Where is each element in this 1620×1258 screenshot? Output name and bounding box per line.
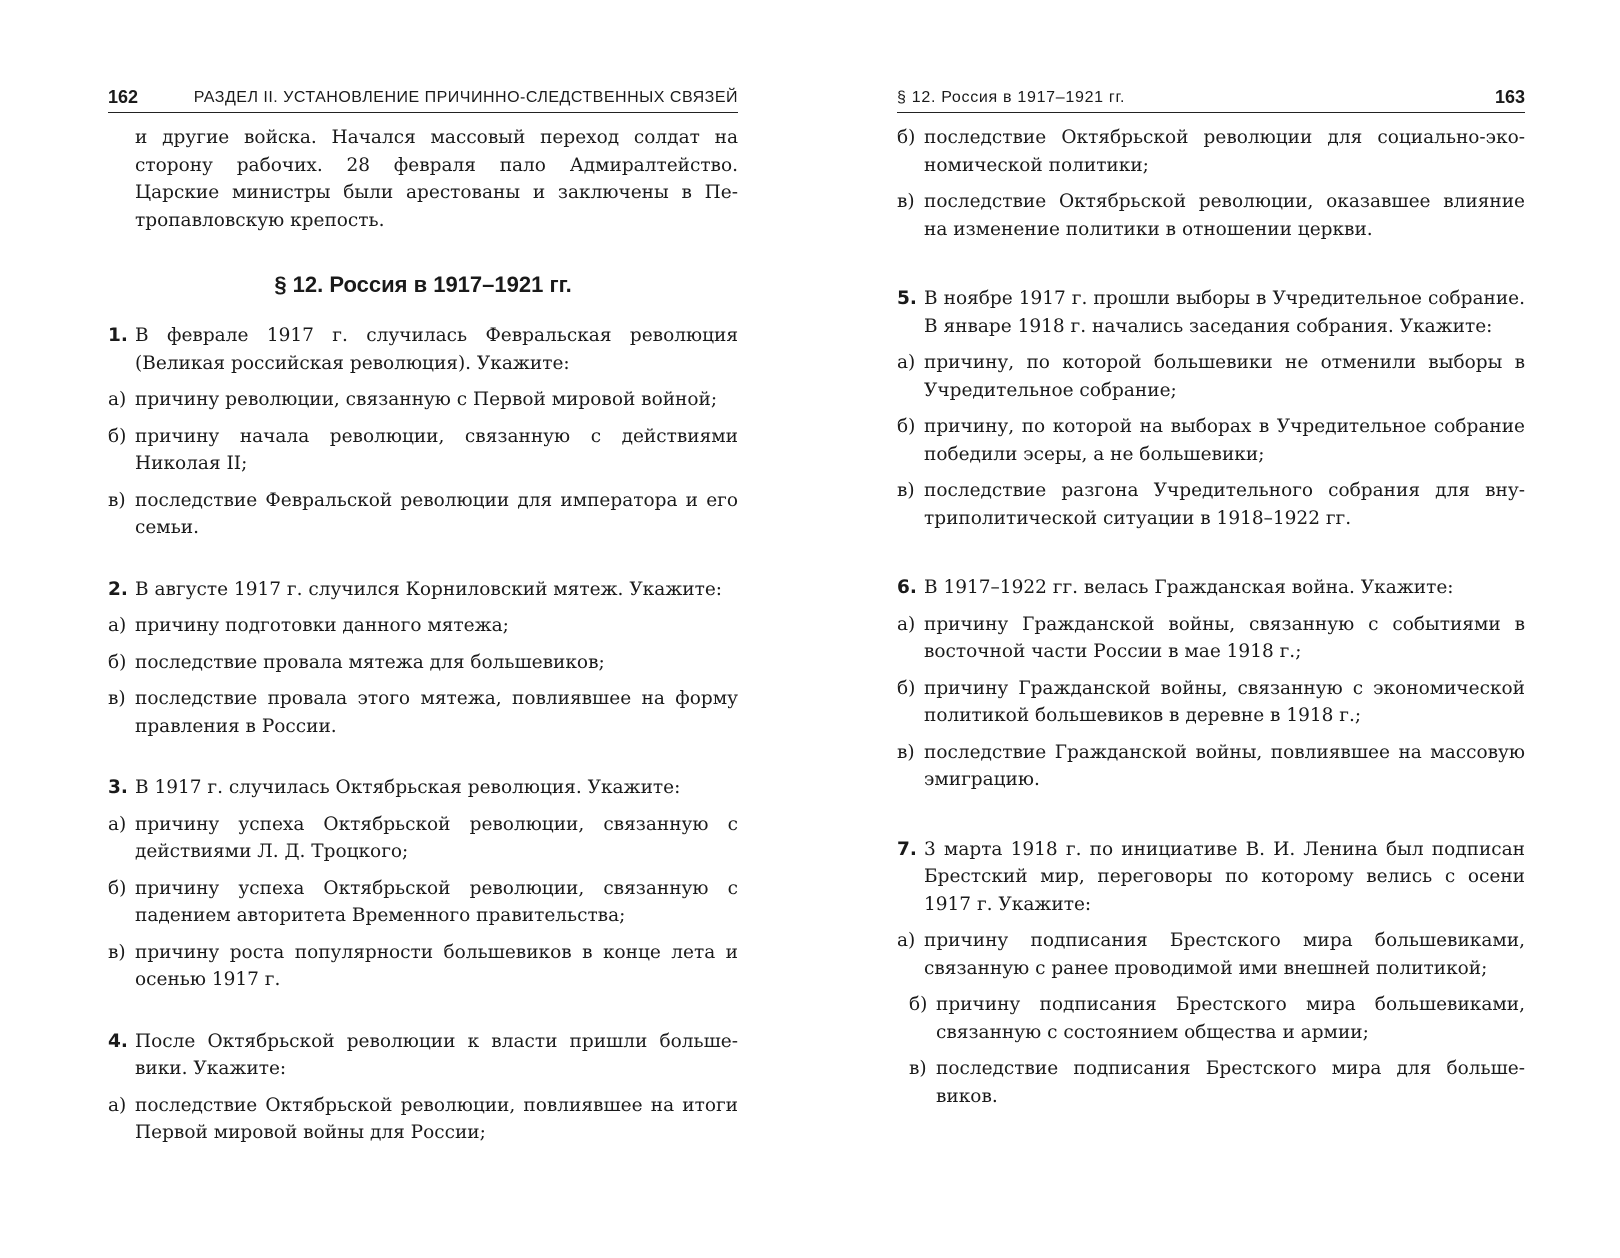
sub-item — [108, 875, 738, 930]
task-text: 3 марта 1918 г. по инициативе В. И. Ленина был подписан Брестский мир, переговоры по которому велись с осени 1917 г. Укажите: — [924, 838, 1525, 915]
sub-item-label: в) — [108, 688, 126, 709]
task-6 — [897, 574, 1525, 794]
sub-item-label: а) — [897, 930, 916, 951]
sub-item — [897, 611, 1525, 666]
task-text: В ноябре 1917 г. прошли выборы в Учредительное собрание. В январе 1918 г. начались заседания собрания. Укажите: — [924, 288, 1525, 337]
sub-item-text: последствие Февральской революции для императора и его семьи. — [135, 489, 738, 538]
task-stem — [897, 574, 1525, 602]
sub-item — [108, 811, 738, 866]
task-3 — [108, 774, 738, 994]
sub-item-label: в) — [108, 489, 126, 511]
task-stem — [897, 836, 1525, 919]
sub-item-label: а) — [108, 813, 127, 835]
sub-item — [108, 1092, 738, 1147]
sub-item-text: последствие Октябрьской революции, повлиявшее на итоги Первой мировой войны для России; — [135, 1094, 738, 1143]
task-number: 7. — [897, 838, 917, 860]
sub-item-text: последствие провала мятежа для большевиков; — [135, 651, 605, 673]
running-title: РАЗДЕЛ II. УСТАНОВЛЕНИЕ ПРИЧИННО-СЛЕДСТВЕННЫХ СВЯЗЕЙ — [193, 89, 738, 106]
task-1 — [108, 322, 738, 542]
sub-item-label: а) — [108, 1094, 127, 1116]
sub-item-text: причину, по которой большевики не отменили выборы в Учредительное собрание; — [924, 352, 1525, 401]
sub-item — [897, 188, 1525, 243]
task-text: После Октябрьской революции к власти пришли большевики. Укажите: — [135, 1030, 738, 1079]
task-text: В 1917–1922 гг. велась Гражданская война. Укажите: — [924, 577, 1454, 598]
task-4 — [108, 1028, 738, 1147]
task-4-continued — [897, 124, 1525, 243]
sub-item-label: б) — [897, 677, 916, 699]
sub-item-label: б) — [909, 994, 928, 1015]
sub-item-label: в) — [909, 1058, 927, 1079]
sub-item-label: б) — [108, 877, 127, 899]
sub-item — [108, 386, 738, 414]
sub-item-label: б) — [897, 127, 916, 148]
page-number: 163 — [1494, 87, 1525, 107]
task-number: 5. — [897, 288, 917, 309]
sub-item-text: последствие Октябрьской революции для социально-экономической политики; — [924, 127, 1525, 176]
sub-item — [897, 927, 1525, 982]
sub-item — [108, 423, 738, 478]
sub-item — [897, 675, 1525, 730]
sub-item — [897, 991, 1525, 1046]
task-5 — [897, 285, 1525, 532]
sub-item-text: последствие Гражданской войны, повлиявшее на массовую эмиграцию. — [924, 741, 1525, 790]
task-7 — [897, 836, 1525, 1111]
sub-item-label: в) — [108, 941, 126, 963]
sub-item — [108, 649, 738, 677]
sub-item-text: последствие подписания Брестского мира для большевиков. — [936, 1058, 1525, 1107]
sub-item-label: в) — [897, 480, 915, 501]
task-text: В феврале 1917 г. случилась Февральская революция (Великая российская революция). Укажите: — [135, 325, 738, 374]
sub-item-text: причину Гражданской войны, связанную с экономической политикой большевиков в деревне в 1918 г.; — [924, 677, 1525, 726]
task-stem — [108, 322, 738, 377]
sub-item-text: причину успеха Октябрьской революции, связанную с падением авторитета Временного правительства; — [135, 877, 738, 926]
sub-item-label: а) — [897, 613, 916, 635]
running-title: § 12. Россия в 1917–1921 гг. — [897, 89, 1126, 106]
task-text: В августе 1917 г. случился Корниловский мятеж. Укажите: — [135, 578, 723, 600]
intro-paragraph: и другие войска. Начался массовый переход солдат на сторону рабочих. 28 февраля пало Адмиралтейство. Царские министры были арестованы и заключены в Петропавловскую крепость. — [135, 127, 738, 231]
task-number: 6. — [897, 577, 917, 598]
left-running-head — [108, 82, 738, 113]
sub-item-text: причину подписания Брестского мира большевиками, связанную с состоянием общества и армии; — [936, 994, 1525, 1043]
sub-item — [897, 739, 1525, 794]
sub-item — [108, 939, 738, 994]
sub-item — [897, 413, 1525, 468]
task-stem — [897, 285, 1525, 340]
task-number: 4. — [108, 1030, 128, 1052]
sub-item-label: а) — [897, 352, 916, 373]
left-body — [108, 124, 738, 1181]
sub-item-text: причину начала революции, связанную с действиями Николая II; — [135, 425, 738, 474]
sub-item — [108, 685, 738, 740]
sub-item — [897, 124, 1525, 179]
task-stem — [108, 1028, 738, 1083]
page-number: 162 — [108, 87, 139, 107]
task-stem — [108, 774, 738, 802]
sub-item-label: а) — [108, 389, 127, 410]
task-number: 1. — [108, 325, 128, 346]
sub-item — [108, 487, 738, 542]
right-page — [897, 0, 1525, 1258]
sub-item-text: последствие провала этого мятежа, повлиявшее на форму правления в России. — [135, 688, 738, 737]
sub-item-text: последствие разгона Учредительного собрания для внутриполитической ситуации в 1918–1922 гг. — [924, 480, 1525, 529]
left-page — [108, 0, 738, 1258]
sub-item-label: б) — [108, 651, 127, 673]
sub-item-text: причину роста популярности большевиков в конце лета и осенью 1917 г. — [135, 941, 738, 990]
sub-item — [897, 477, 1525, 532]
sub-item-text: последствие Октябрьской революции, оказавшее влияние на изменение политики в отношении церкви. — [924, 191, 1525, 240]
task-2 — [108, 576, 738, 741]
right-running-head — [897, 82, 1525, 113]
sub-item-text: причину, по которой на выборах в Учредительное собрание победили эсеры, а не большевики; — [924, 416, 1525, 465]
right-body — [897, 124, 1525, 1152]
sub-item — [897, 349, 1525, 404]
sub-item-text: причину подписания Брестского мира большевиками, связанную с ранее проводимой ими внешней политикой; — [924, 930, 1525, 979]
sub-item-label: б) — [108, 425, 127, 447]
sub-item-text: причину Гражданской войны, связанную с событиями в восточной части России в мае 1918 г.; — [924, 613, 1525, 662]
sub-item-label: а) — [108, 615, 127, 636]
task-stem — [108, 576, 738, 604]
task-number: 3. — [108, 777, 128, 798]
sub-item — [897, 1055, 1525, 1110]
task-number: 2. — [108, 578, 128, 600]
sub-item-label: б) — [897, 416, 916, 437]
task-text: В 1917 г. случилась Октябрьская революция. Укажите: — [135, 777, 681, 798]
sub-item — [108, 612, 738, 640]
sub-item-label: в) — [897, 741, 915, 763]
sub-item-text: причину революции, связанную с Первой мировой войной; — [135, 389, 718, 410]
section-heading: § 12. Россия в 1917–1921 гг. — [274, 272, 572, 297]
sub-item-label: в) — [897, 191, 915, 212]
sub-item-text: причину успеха Октябрьской революции, связанную с действиями Л. Д. Троцкого; — [135, 813, 738, 862]
sub-item-text: причину подготовки данного мятежа; — [135, 615, 509, 636]
